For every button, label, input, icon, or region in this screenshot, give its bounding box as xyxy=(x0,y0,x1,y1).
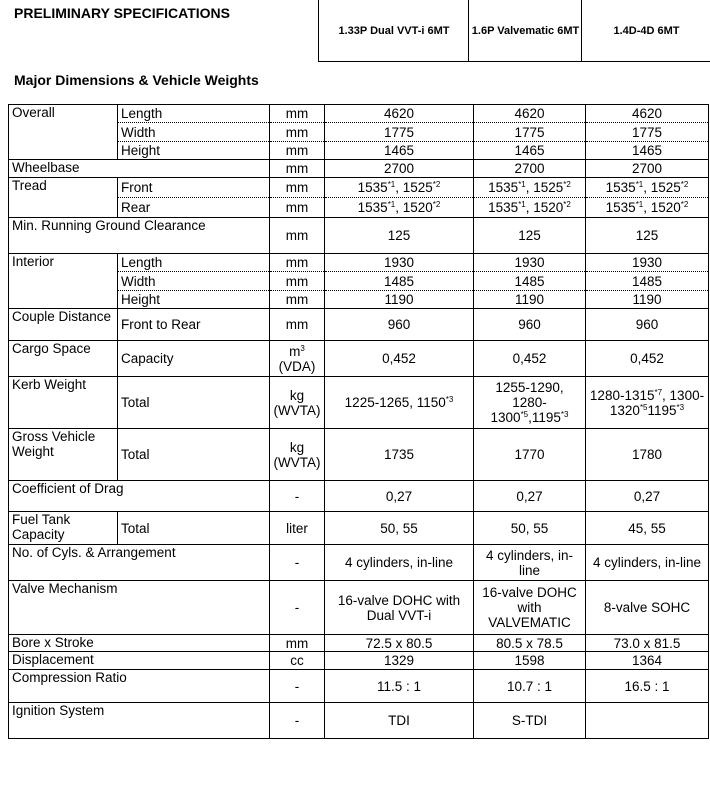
spec-value: 1735 xyxy=(325,429,474,481)
row-label: Fuel Tank Capacity xyxy=(9,512,118,545)
row-unit: mm xyxy=(270,198,325,218)
row-sublabel: Total xyxy=(118,429,270,481)
row-sublabel: Length xyxy=(118,105,270,123)
spec-value: 1364 xyxy=(586,652,709,670)
spec-value: 125 xyxy=(325,218,474,254)
spec-value: 4620 xyxy=(586,105,709,123)
row-label: Wheelbase xyxy=(9,160,270,178)
row-sublabel: Height xyxy=(118,142,270,160)
row-sublabel: Front to Rear xyxy=(118,309,270,341)
spec-value: 1465 xyxy=(474,142,586,160)
spec-value: 125 xyxy=(474,218,586,254)
spec-value: 1190 xyxy=(586,291,709,309)
row-sublabel: Width xyxy=(118,123,270,142)
spec-value: 4 cylinders, in-line xyxy=(586,545,709,581)
spec-value: 1535$^{*1}$, 1525$^{*2}$ xyxy=(586,178,709,198)
spec-row xyxy=(9,160,709,178)
row-label: Ignition System xyxy=(9,703,270,739)
row-unit: - xyxy=(270,481,325,512)
row-unit: mm xyxy=(270,178,325,198)
spec-value: 2700 xyxy=(474,160,586,178)
row-unit: mm xyxy=(270,635,325,652)
spec-value: 1280-1315$^{*7}$, 1300-1320$^{*5}$1195$^{*3}$ xyxy=(586,377,709,429)
row-label: Tread xyxy=(9,178,118,218)
column-header-1.4d: 1.4D-4D 6MT xyxy=(581,0,710,62)
spec-value xyxy=(586,703,709,739)
row-label: Couple Distance xyxy=(9,309,118,341)
row-label: No. of Cyls. & Arrangement xyxy=(9,545,270,581)
spec-value: 1930 xyxy=(474,254,586,272)
spec-row xyxy=(9,635,709,652)
row-unit: kg (WVTA) xyxy=(270,377,325,429)
row-unit: liter xyxy=(270,512,325,545)
row-label: Bore x Stroke xyxy=(9,635,270,652)
spec-value: 0,452 xyxy=(474,341,586,377)
row-unit: mm xyxy=(270,142,325,160)
row-unit: cc xyxy=(270,652,325,670)
spec-value: 80.5 x 78.5 xyxy=(474,635,586,652)
row-label: Kerb Weight xyxy=(9,377,118,429)
spec-value: 960 xyxy=(474,309,586,341)
row-sublabel: Total xyxy=(118,512,270,545)
spec-value: 45, 55 xyxy=(586,512,709,545)
row-unit: - xyxy=(270,670,325,703)
spec-value: 16-valve DOHC with Dual VVT-i xyxy=(325,581,474,635)
spec-value: 1770 xyxy=(474,429,586,481)
row-unit: - xyxy=(270,581,325,635)
row-unit: $m^3$ (VDA) xyxy=(270,341,325,377)
document-title: PRELIMINARY SPECIFICATIONS xyxy=(14,5,230,21)
spec-value: 960 xyxy=(325,309,474,341)
spec-value: 11.5 : 1 xyxy=(325,670,474,703)
spec-value: 1535$^{*1}$, 1525$^{*2}$ xyxy=(325,178,474,198)
spec-value: 1535$^{*1}$, 1520$^{*2}$ xyxy=(325,198,474,218)
row-unit: mm xyxy=(270,105,325,123)
spec-row xyxy=(9,178,709,198)
spec-value: 16.5 : 1 xyxy=(586,670,709,703)
spec-value: 1485 xyxy=(325,272,474,291)
row-unit: mm xyxy=(270,254,325,272)
spec-value: 1775 xyxy=(325,123,474,142)
row-sublabel: Capacity xyxy=(118,341,270,377)
column-header-1.6p: 1.6P Valvematic 6MT xyxy=(468,0,582,62)
spec-value: 0,27 xyxy=(474,481,586,512)
row-unit: kg (WVTA) xyxy=(270,429,325,481)
spec-value: 8-valve SOHC xyxy=(586,581,709,635)
row-label: Cargo Space xyxy=(9,341,118,377)
spec-row xyxy=(9,481,709,512)
row-unit: mm xyxy=(270,160,325,178)
spec-value: 73.0 x 81.5 xyxy=(586,635,709,652)
spec-value: 960 xyxy=(586,309,709,341)
row-label: Coefficient of Drag xyxy=(9,481,270,512)
spec-row xyxy=(9,105,709,123)
spec-row xyxy=(9,218,709,254)
spec-value: 4 cylinders, in-line xyxy=(325,545,474,581)
spec-value: 0,452 xyxy=(325,341,474,377)
spec-row xyxy=(9,512,709,545)
row-unit: mm xyxy=(270,123,325,142)
row-label: Valve Mechanism xyxy=(9,581,270,635)
section-title: Major Dimensions & Vehicle Weights xyxy=(14,72,259,88)
spec-value: 1225-1265, 1150$^{*3}$ xyxy=(325,377,474,429)
spec-row xyxy=(9,703,709,739)
row-unit: - xyxy=(270,703,325,739)
row-sublabel: Height xyxy=(118,291,270,309)
spec-value: 1465 xyxy=(325,142,474,160)
header-divider xyxy=(318,61,710,62)
spec-value: S-TDI xyxy=(474,703,586,739)
spec-row xyxy=(9,652,709,670)
spec-value: 4620 xyxy=(474,105,586,123)
column-header-1.33p: 1.33P Dual VVT-i 6MT xyxy=(318,0,469,62)
row-label: Displacement xyxy=(9,652,270,670)
spec-value: 1535$^{*1}$, 1520$^{*2}$ xyxy=(586,198,709,218)
row-unit: mm xyxy=(270,309,325,341)
spec-value: 4620 xyxy=(325,105,474,123)
spec-value: 50, 55 xyxy=(325,512,474,545)
spec-value: 0,27 xyxy=(586,481,709,512)
spec-header xyxy=(0,0,710,62)
row-unit: - xyxy=(270,545,325,581)
row-sublabel: Length xyxy=(118,254,270,272)
spec-row xyxy=(9,377,709,429)
spec-value: 1190 xyxy=(474,291,586,309)
row-unit: mm xyxy=(270,218,325,254)
row-label: Gross Vehicle Weight xyxy=(9,429,118,481)
row-sublabel: Front xyxy=(118,178,270,198)
spec-value: 50, 55 xyxy=(474,512,586,545)
row-label: Compression Ratio xyxy=(9,670,270,703)
spec-value: 2700 xyxy=(325,160,474,178)
spec-row xyxy=(9,341,709,377)
spec-value: 72.5 x 80.5 xyxy=(325,635,474,652)
spec-value: TDI xyxy=(325,703,474,739)
spec-value: 1930 xyxy=(325,254,474,272)
spec-value: 4 cylinders, in-line xyxy=(474,545,586,581)
spec-table xyxy=(8,104,709,739)
spec-value: 1535$^{*1}$, 1525$^{*2}$ xyxy=(474,178,586,198)
row-label: Interior xyxy=(9,254,118,309)
row-sublabel: Total xyxy=(118,377,270,429)
spec-value: 0,452 xyxy=(586,341,709,377)
spec-value: 1485 xyxy=(586,272,709,291)
spec-value: 0,27 xyxy=(325,481,474,512)
row-unit: mm xyxy=(270,272,325,291)
spec-value: 125 xyxy=(586,218,709,254)
spec-value: 16-valve DOHC with VALVEMATIC xyxy=(474,581,586,635)
spec-row xyxy=(9,545,709,581)
row-sublabel: Width xyxy=(118,272,270,291)
spec-value: 1598 xyxy=(474,652,586,670)
spec-row xyxy=(9,581,709,635)
row-sublabel: Rear xyxy=(118,198,270,218)
spec-value: 1465 xyxy=(586,142,709,160)
spec-value: 1930 xyxy=(586,254,709,272)
row-label: Overall xyxy=(9,105,118,160)
spec-row xyxy=(9,429,709,481)
spec-value: 1329 xyxy=(325,652,474,670)
spec-value: 1485 xyxy=(474,272,586,291)
spec-value: 1190 xyxy=(325,291,474,309)
spec-value: 10.7 : 1 xyxy=(474,670,586,703)
spec-row xyxy=(9,309,709,341)
spec-value: 1775 xyxy=(586,123,709,142)
spec-value: 1775 xyxy=(474,123,586,142)
spec-value: 1535$^{*1}$, 1520$^{*2}$ xyxy=(474,198,586,218)
row-label: Min. Running Ground Clearance xyxy=(9,218,270,254)
spec-value: 1780 xyxy=(586,429,709,481)
spec-row xyxy=(9,254,709,272)
spec-value: 2700 xyxy=(586,160,709,178)
spec-row xyxy=(9,670,709,703)
spec-value: 1255-1290, 1280-1300$^{*5}$,1195$^{*3}$ xyxy=(474,377,586,429)
row-unit: mm xyxy=(270,291,325,309)
